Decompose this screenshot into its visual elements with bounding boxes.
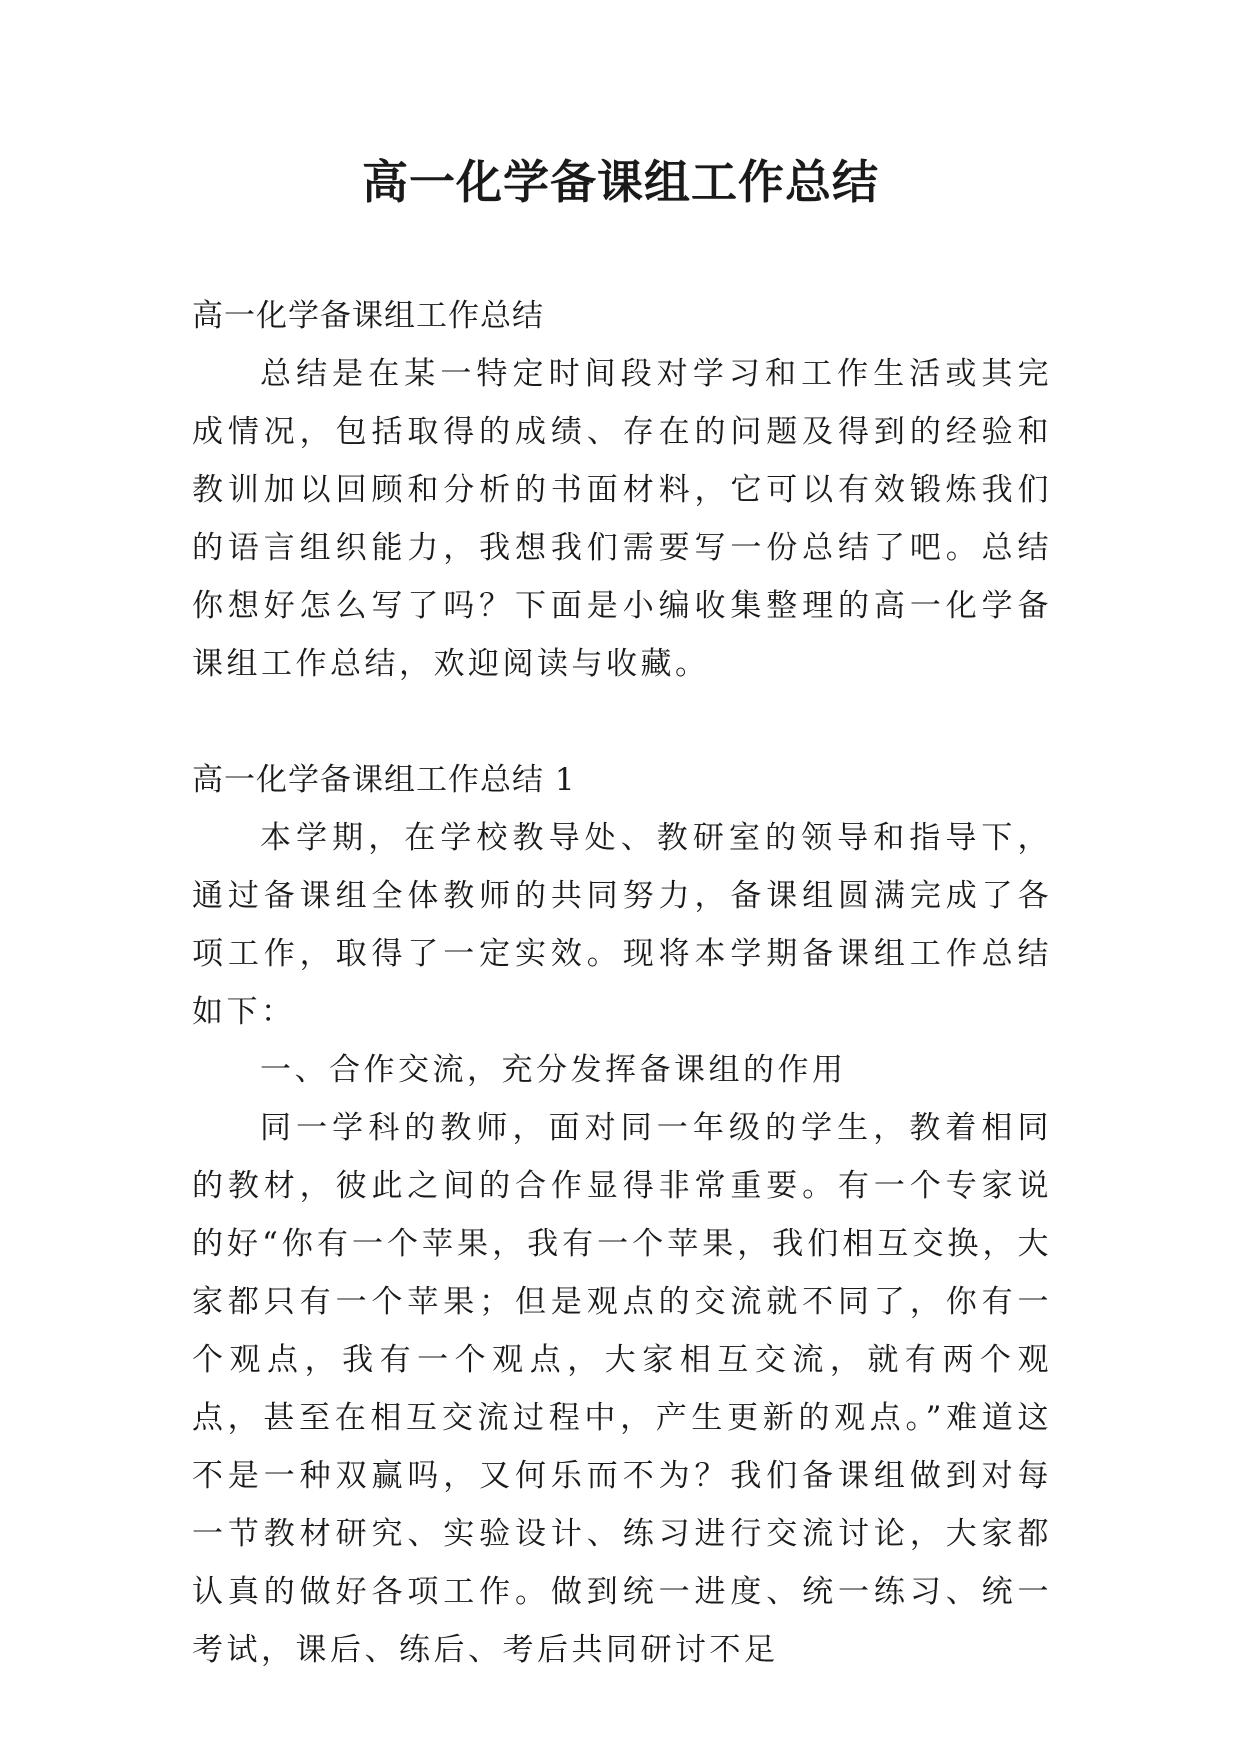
section-spacer	[192, 693, 1052, 751]
section-heading: 一、合作交流，充分发挥备课组的作用	[260, 1052, 847, 1088]
document-title: 高一化学备课组工作总结	[362, 155, 879, 209]
paragraph: 本学期，在学校教导处、教研室的领导和指导下，通过备课组全体教师的共同努力，备课组圆满完成了各项工作，取得了一定实效。现将本学期备课组工作总结如下：	[192, 820, 1052, 1030]
document-subtitle: 高一化学备课组工作总结	[192, 298, 544, 334]
paragraph: 同一学科的教师，面对同一年级的学生，教着相同的教材，彼此之间的合作显得非常重要。有一个专家说的好“你有一个苹果，我有一个苹果，我们相互交换，大家都只有一个苹果；但是观点的交流就不同了，你有一个观点，我有一个观点，大家相互交流，就有两个观点，甚至在相互交流过程中，产生更新的观点。”难道这不是一种双赢吗，又何乐而不为？我们备课组做到对每一节教材研究、实验设计、练习进行交流讨论，大家都认真的做好各项工作。做到统一进度、统一练习、统一考试，课后、练后、考后共同研讨不足	[192, 1110, 1052, 1668]
document-body	[192, 287, 1052, 1679]
section-title: 高一化学备课组工作总结 1	[192, 762, 576, 798]
intro-paragraph: 总结是在某一特定时间段对学习和工作生活或其完成情况，包括取得的成绩、存在的问题及得到的经验和教训加以回顾和分析的书面材料，它可以有效锻炼我们的语言组织能力，我想我们需要写一份总结了吧。总结你想好怎么写了吗？下面是小编收集整理的高一化学备课组工作总结，欢迎阅读与收藏。	[192, 356, 1052, 682]
